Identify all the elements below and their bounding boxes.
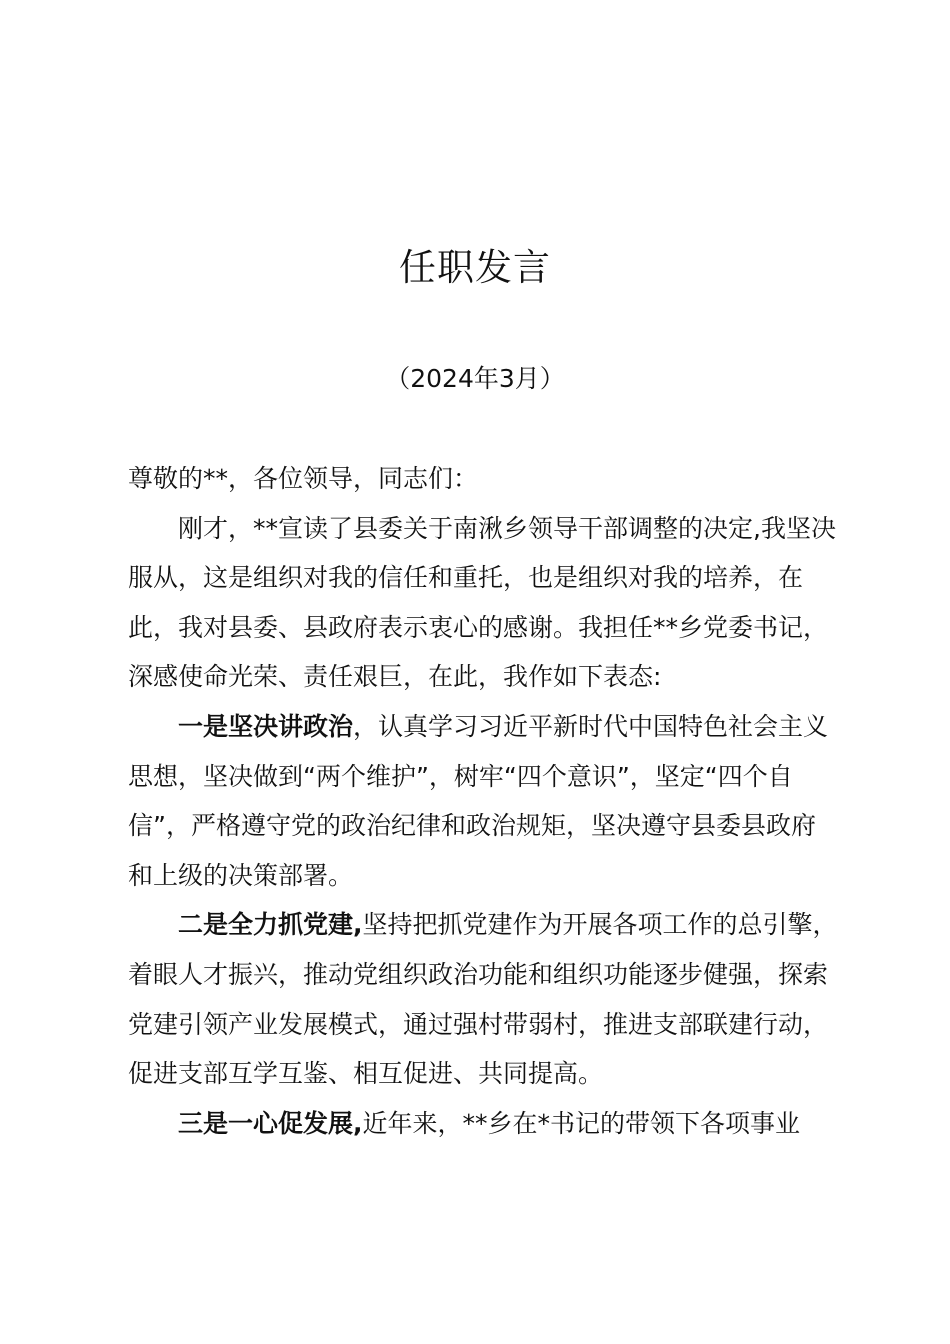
- paragraph-opening: [128, 504, 840, 702]
- paragraph-development: [128, 1099, 840, 1149]
- paragraph-lead: 一是坚决讲政治: [178, 711, 354, 741]
- paragraph-lead: 三是一心促发展,: [178, 1108, 363, 1138]
- paragraph-text: 近年来，**乡在*书记的带领下各项事业: [362, 1108, 801, 1138]
- paragraph-text: 刚才，**宣读了县委关于南湫乡领导干部调整的决定,我坚决服从，这是组织对我的信任和重托，也是组织对我的培养，在此，我对县委、县政府表示衷心的感谢。我担任**乡党委书记，深感使命光荣、责任艰巨，在此，我作如下表态:: [128, 513, 836, 692]
- paragraph-party-building: [128, 900, 840, 1098]
- salutation: 尊敬的**，各位领导，同志们：: [128, 464, 479, 493]
- paragraph-politics: [128, 702, 840, 900]
- paragraph-text: ，认真学习习近平新时代中国特色社会主义思想，坚决做到“两个维护”，树牢“四个意识”，坚定“四个自信”，严格遵守党的政治纪律和政治规矩，坚决遵守县委县政府和上级的决策部署。: [128, 711, 829, 890]
- paragraph-lead: 二是全力抓党建,: [178, 910, 363, 940]
- document-title: 任职发言: [399, 246, 551, 289]
- document-date: （2024年3月）: [385, 364, 565, 393]
- paragraph-text: 坚持把抓党建作为开展各项工作的总引擎，着眼人才振兴，推动党组织政治功能和组织功能逐步健强，探索党建引领产业发展模式，通过强村带弱村，推进支部联建行动，促进支部互学互鉴、相互促进、共同提高。: [128, 910, 838, 1089]
- document-body: [128, 454, 840, 1148]
